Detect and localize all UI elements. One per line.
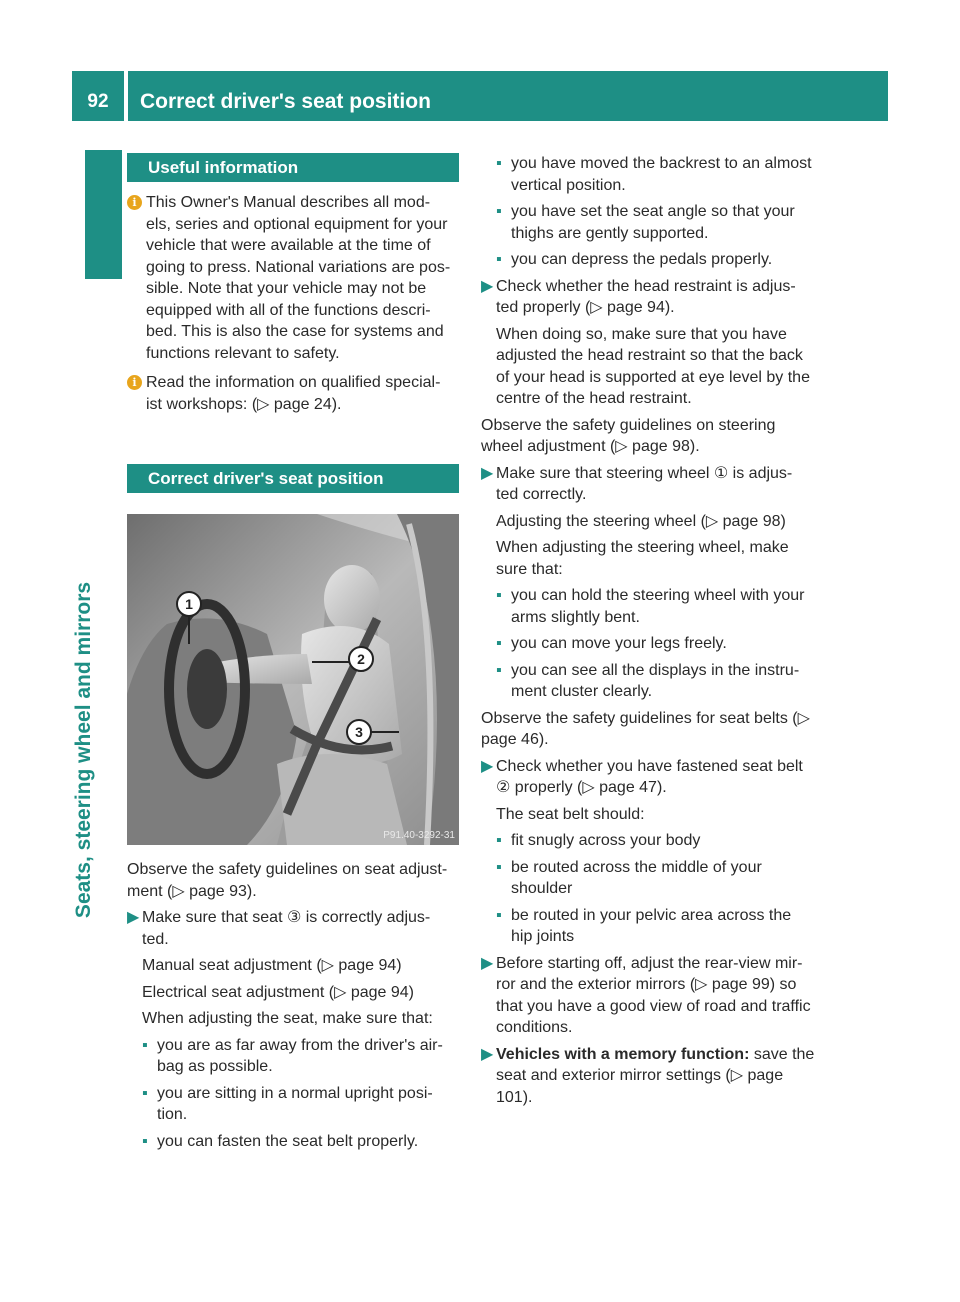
info-icon: i — [127, 195, 142, 210]
list-item — [481, 660, 815, 703]
list-item-text: you can hold the steering wheel with your arms slightly bent. — [511, 587, 805, 626]
step-reference: Electrical seat adjustment (▷ page 94) — [142, 983, 414, 1001]
bullet-icon: ▪ — [496, 858, 502, 876]
list-item — [481, 201, 815, 244]
useful-info-heading: Useful information — [127, 153, 459, 182]
callout-3: 3 — [355, 724, 363, 740]
step-steering-wheel — [481, 463, 815, 506]
right-column — [481, 153, 815, 1113]
info-icon: i — [127, 375, 142, 390]
bullet-icon: ▪ — [142, 1132, 148, 1150]
list-item-text: be routed across the middle of your shoulder — [511, 858, 762, 897]
step-condition: When adjusting the steering wheel, make sure that: — [496, 539, 789, 578]
list-item — [481, 633, 815, 655]
list-item-text: you can depress the pedals properly. — [511, 251, 773, 268]
bullet-icon: ▪ — [496, 832, 502, 849]
callout-1: 1 — [185, 596, 193, 612]
seat-position-illustration — [127, 514, 459, 845]
step-arrow-icon: ▶ — [481, 277, 494, 295]
callout-2: 2 — [357, 651, 365, 667]
bullet-icon: ▪ — [496, 155, 502, 172]
step-text: Make sure that seat ③ is correctly adjus- ted. — [142, 909, 431, 948]
figure-code: P91.40-3292-31 — [383, 830, 455, 841]
list-item — [127, 1083, 459, 1126]
list-item — [127, 1131, 459, 1153]
bullet-icon: ▪ — [142, 1036, 148, 1054]
list-item-text: you can fasten the seat belt properly. — [157, 1132, 419, 1150]
step-reference: Adjusting the steering wheel (▷ page 98) — [496, 512, 786, 530]
step-text: Make sure that steering wheel ① is adjus- ted correctly. — [496, 464, 793, 503]
step-text: Before starting off, adjust the rear-view mir- ror and the exterior mirrors (▷ page 99) so that you have a good view of road and traffic conditions. — [496, 954, 811, 1036]
header-divider — [124, 71, 128, 121]
bullet-icon: ▪ — [496, 906, 502, 924]
list-item — [481, 585, 815, 628]
step-text: save the seat and exterior mirror settings (▷ page 101). — [496, 1045, 815, 1106]
chapter-tab-marker — [85, 150, 122, 279]
step-text: Check whether you have fastened seat belt ② properly (▷ page 47). — [496, 757, 803, 796]
step-text: Check whether the head restraint is adjus- ted properly (▷ page 94). — [496, 277, 796, 316]
step-seat-belt — [481, 756, 815, 799]
list-item — [481, 905, 815, 948]
list-item-text: you have moved the backrest to an almost vertical position. — [511, 155, 812, 194]
page-title: Correct driver's seat position — [140, 90, 431, 113]
seat-section-heading: Correct driver's seat position — [127, 464, 459, 493]
step-arrow-icon: ▶ — [481, 954, 494, 972]
info-note — [127, 372, 459, 415]
list-item — [481, 830, 815, 852]
list-item-text: fit snugly across your body — [511, 832, 701, 849]
list-item-text: you are sitting in a normal upright posi- tion. — [157, 1084, 433, 1123]
info-note — [127, 192, 459, 364]
list-item — [481, 857, 815, 900]
list-item-text: you can move your legs freely. — [511, 635, 727, 652]
list-item-text: be routed in your pelvic area across the hip joints — [511, 906, 792, 945]
list-item — [481, 249, 815, 271]
bullet-icon: ▪ — [142, 1084, 148, 1102]
bullet-icon: ▪ — [496, 251, 502, 268]
step-condition: The seat belt should: — [496, 805, 645, 823]
step-reference: Manual seat adjustment (▷ page 94) — [142, 957, 402, 974]
seat-intro: Observe the safety guidelines on seat adjust- ment (▷ page 93). — [127, 861, 448, 900]
chapter-label: Seats, steering wheel and mirrors — [72, 581, 95, 919]
step-condition: When adjusting the seat, make sure that: — [142, 1010, 433, 1027]
step-bold-lead: Vehicles with a memory function: — [496, 1045, 750, 1063]
step-note: When doing so, make sure that you have adjusted the head restraint so that the back of your head is supported at eye level by the centre of the head restraint. — [496, 325, 810, 407]
bullet-icon: ▪ — [496, 203, 502, 220]
bullet-icon: ▪ — [496, 661, 502, 679]
step-arrow-icon: ▶ — [481, 464, 494, 482]
belt-intro: Observe the safety guidelines for seat belts (▷ page 46). — [481, 709, 810, 748]
list-item-text: you are as far away from the driver's air- bag as possible. — [157, 1036, 443, 1075]
step-arrow-icon: ▶ — [127, 909, 140, 926]
page-header — [72, 71, 888, 121]
steering-intro: Observe the safety guidelines on steering wheel adjustment (▷ page 98). — [481, 416, 776, 455]
list-item-text: you can see all the displays in the instru- ment cluster clearly. — [511, 661, 800, 700]
step-arrow-icon: ▶ — [481, 1045, 494, 1063]
page-number: 92 — [87, 91, 109, 112]
info-note-text: This Owner's Manual describes all mod- els, series and optional equipment for your vehicle that were available at the time of going to press. National variations are pos- sible. Note that your vehicle may not be equipped with all of the functions descri- bed. This is also the case for systems and functions relevant to safety. — [146, 194, 451, 362]
step-memory-function — [481, 1044, 815, 1109]
step-arrow-icon: ▶ — [481, 757, 494, 775]
list-item-text: you have set the seat angle so that your thighs are gently supported. — [511, 203, 795, 242]
step-seat — [127, 907, 459, 950]
bullet-icon: ▪ — [496, 635, 502, 652]
bullet-icon: ▪ — [496, 587, 502, 604]
seat-adjust-block — [127, 859, 459, 1157]
step-head-restraint — [481, 276, 815, 319]
list-item — [481, 153, 815, 196]
useful-info-notes — [127, 192, 459, 423]
step-mirrors — [481, 953, 815, 1039]
driver-seat-figure — [127, 514, 459, 845]
list-item — [127, 1035, 459, 1078]
info-note-text: Read the information on qualified special- ist workshops: (▷ page 24). — [146, 374, 441, 413]
